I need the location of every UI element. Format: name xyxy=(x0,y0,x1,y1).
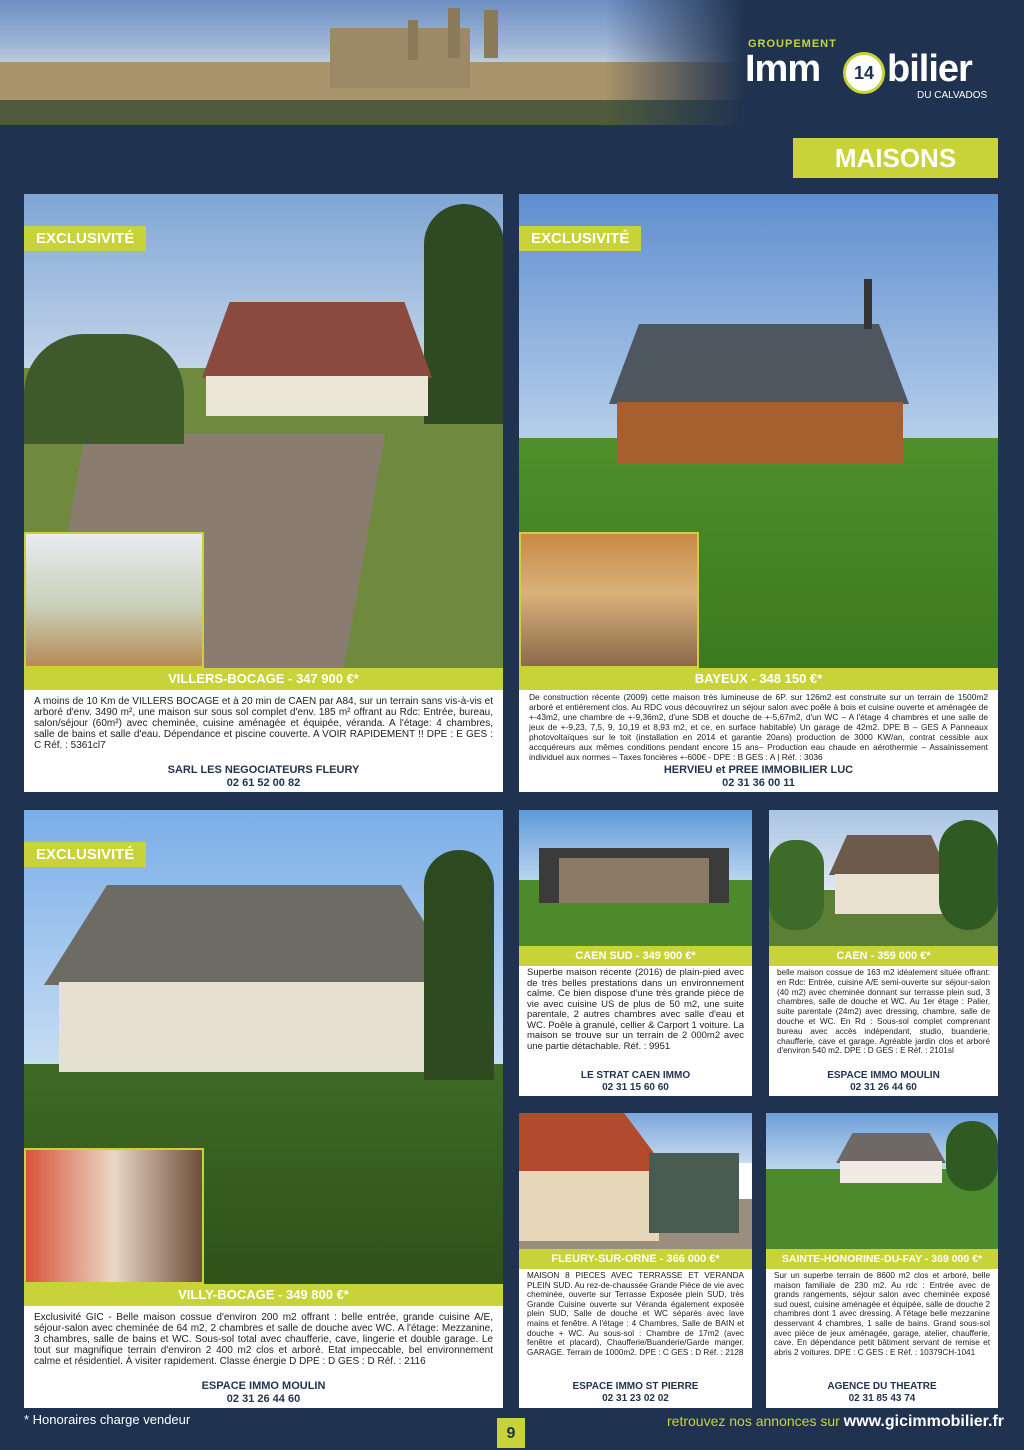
listing-photo xyxy=(519,810,752,946)
header-banner-image xyxy=(0,0,745,125)
listing-card-sainte-honorine-du-fay[interactable] xyxy=(766,1113,998,1408)
website-prefix: retrouvez nos annonces sur xyxy=(667,1413,840,1429)
logo-imm: Imm xyxy=(745,48,821,90)
listing-photo xyxy=(519,1113,752,1249)
agency-phone[interactable]: 02 31 26 44 60 xyxy=(226,1393,301,1405)
price-label: VILLY-BOCAGE - 349 800 €* xyxy=(24,1284,503,1306)
website-line xyxy=(667,1413,1004,1431)
website-link[interactable]: www.gicimmobilier.fr xyxy=(843,1413,1004,1430)
agency-name: LE STRAT CAEN IMMO xyxy=(580,1070,691,1081)
price-label: SAINTE-HONORINE-DU-FAY - 369 000 €* xyxy=(766,1249,998,1269)
price-label: FLEURY-SUR-ORNE - 366 000 €* xyxy=(519,1249,752,1269)
price-label: CAEN SUD - 349 900 €* xyxy=(519,946,752,966)
listing-card-villy-bocage[interactable] xyxy=(24,810,503,1408)
listing-card-villers-bocage[interactable] xyxy=(24,194,503,792)
exclusivity-badge: EXCLUSIVITÉ xyxy=(24,226,146,251)
agency-name: HERVIEU et PREE IMMOBILIER LUC xyxy=(663,764,854,776)
agency-phone[interactable]: 02 31 36 00 11 xyxy=(722,777,795,789)
agency-phone[interactable]: 02 61 52 00 82 xyxy=(226,777,301,789)
agency-name: ESPACE IMMO ST PIERRE xyxy=(572,1381,699,1392)
listing-description: A moins de 10 Km de VILLERS BOCAGE et à 20 min de CAEN par A84, sur un terrain sans vis-à-vis et arboré d'env. 3490 m², une maison sur sous sol complet d'env. 185 m² offrant au Rdc: Entrée, bureau, salon/séjour (60m²) avec cheminée, cuisine aménagée et équipée, véranda. A l'étage: 4 chambres, salle de bains et salle d'eau. Dépendance et piscine couverte. A VOIR RAPIDEMENT !! DPE : E GES : C Réf. : 5361cl7 xyxy=(34,696,493,751)
listing-photo xyxy=(766,1113,998,1249)
logo-groupement: GROUPEMENT xyxy=(748,38,837,50)
agency-phone[interactable]: 02 31 15 60 60 xyxy=(602,1082,669,1093)
logo-calvados: DU CALVADOS xyxy=(917,90,988,101)
exclusivity-badge: EXCLUSIVITÉ xyxy=(519,226,641,251)
price-label: CAEN - 359 000 €* xyxy=(769,946,998,966)
listing-photo xyxy=(519,194,998,668)
agency-name: SARL LES NEGOCIATEURS FLEURY xyxy=(167,764,360,776)
listing-card-caen-sud[interactable] xyxy=(519,810,752,1096)
page-header xyxy=(0,0,1024,125)
price-label: VILLERS-BOCAGE - 347 900 €* xyxy=(24,668,503,690)
logo-bilier: bilier xyxy=(887,48,972,90)
listing-description: Superbe maison récente (2016) de plain-pied avec de très belles prestations dans un environnement calme. Ce bien dispose d'une très grande pièce de vie avec cuisine US de plus de 50 m2, une suite parentale, 2 autres chambres avec salle d'eau et WC. Poêle à granulé, cellier & Carport 1 voiture. La maison se trouve sur un terrain de 2 000m2 avec une partie détachable. Réf. : 9951 xyxy=(527,968,744,1052)
logo-number: 14 xyxy=(843,52,885,94)
logo xyxy=(745,38,1005,100)
agency-phone[interactable]: 02 31 23 02 02 xyxy=(602,1393,669,1404)
agency-name: ESPACE IMMO MOULIN xyxy=(201,1380,326,1392)
listing-photo xyxy=(24,810,503,1284)
listing-photo xyxy=(24,194,503,668)
listing-description: belle maison cossue de 163 m2 idéalement située offrant: en Rdc: Entrée, cuisine A/E semi-ouverte sur séjour-salon (40 m2) avec cheminée donnant sur terrasse plein sud, 3 chambres, salle de douche et WC. Au 1er étage : Palier, suite parentale (24m2) avec dressing, chambre, salle de douche et WC. En Rd : Sous-sol complet comprenant bureau avec accès indépendant, studio, buanderie, chaufferie, cave et garage. Agréable jardin clos et arboré d'environ 540 m2. DPE : D GES : E Réf. : 2101sl xyxy=(777,968,990,1056)
agency-phone[interactable]: 02 31 85 43 74 xyxy=(848,1393,916,1404)
listing-card-fleury-sur-orne[interactable] xyxy=(519,1113,752,1408)
section-title: MAISONS xyxy=(793,138,998,178)
listing-photo xyxy=(769,810,998,946)
agency-phone[interactable]: 02 31 26 44 60 xyxy=(850,1082,917,1093)
agency-name: AGENCE DU THEATRE xyxy=(827,1381,937,1392)
agency-name: ESPACE IMMO MOULIN xyxy=(827,1070,940,1081)
listing-description: MAISON 8 PIECES AVEC TERRASSE ET VERANDA PLEIN SUD. Au rez-de-chaussée Grande Pièce de vie avec cheminée, ouverte sur Terrasse Exposée plein SUD, très Grande Cuisine ouverte sur Véranda également exposée plein SUD, Salle de douche et WC séparés avec lave mains et fenêtre. A l'étage : 4 Chambres, Salle de BAIN et douche + WC. Au sous-sol : Chambre de 17m2 (avec fenêtre et placard), Chaufferie/Buanderie/Garde manger. GARAGE. Terrain de 1000m2. DPE : C GES : D Réf. : 2128 xyxy=(527,1271,744,1357)
price-label: BAYEUX - 348 150 €* xyxy=(519,668,998,690)
interior-inset-photo xyxy=(24,532,204,668)
listing-description: De construction récente (2009) cette maison très lumineuse de 6P. sur 126m2 est construite sur un terrain de 1500m2 arboré et entièrement clos. Au RDC vous découvrirez un séjour salon avec poêle à bois et cuisine ouverte et aménagée de +-43m2, une chambre de +-9,36m2, d'une SDB et douche de +-5,67m2, d'un WC – A l'étage 4 chambres et une salle de jeux de +-9,23, 7,5, 9, 10,19 et 8,93 m2, et ce, en surface habitable) Un garage de 42m2. DPE B – GES A Panneaux photovoltaïques sur le toit (installation en 2014 et garantie 20ans) production de 3000 KW/an, contrat cessible aux accquéreurs aux mêmes conditions pendant encore 15 ans– Production eau chaude en aérothermie – Assainissement individuel aux normes – Taxes foncières +-600€ - DPE : B GES : A | Réf. : 3036 xyxy=(529,692,988,762)
fees-note: * Honoraires charge vendeur xyxy=(24,1412,191,1427)
listing-description: Exclusivité GIC - Belle maison cossue d'environ 200 m2 offrant : belle entrée, grande cuisine A/E, séjour-salon avec cheminée de 64 m2, 2 chambres et salle de douche avec WC. A l'étage: Mezzanine, 3 chambres, salle de bains et WC. Sous-sol total avec chaufferie, cave, lingerie et double garage. Le tout sur magnifique terrain d'environ 2 400 m2 clos et arboré. Etat impeccable, bel environnement calme et résidentiel. À visiter rapidement. Classe énergie D DPE : D GES : D Réf. : 2116 xyxy=(34,1312,493,1367)
listing-card-bayeux[interactable] xyxy=(519,194,998,792)
interior-inset-photo xyxy=(24,1148,204,1284)
page-number: 9 xyxy=(497,1418,525,1448)
exclusivity-badge: EXCLUSIVITÉ xyxy=(24,842,146,867)
interior-inset-photo xyxy=(519,532,699,668)
listing-card-caen[interactable] xyxy=(769,810,998,1096)
listing-description: Sur un superbe terrain de 8600 m2 clos et arboré, belle maison familiale de 230 m2. Au rdc : Entrée avec de grands rangements, séjour salon avec cheminée exposé sud ouest, cuisine aménagée et équipée, salle de douche 2 chambres dont 1 avec dressing. A l'étage belle mezzanine desservant 4 chambres, 1 salle de bains. Grand sous-sol avec pièce de jeux aménagée, garage, atelier, chaufferie, cave. En dépendance petit bâtiment servant de remise et abris 2 voitures. DPE : C GES : E Réf. : 10379CH-1041 xyxy=(774,1271,990,1357)
